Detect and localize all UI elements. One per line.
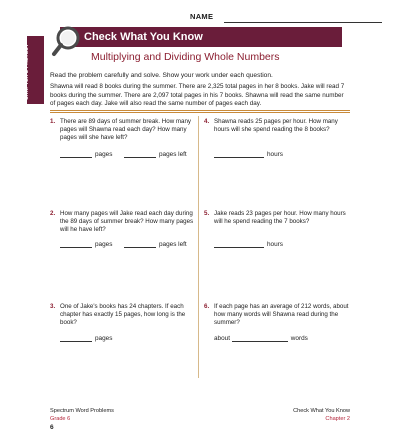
answer-blank[interactable] xyxy=(60,150,92,158)
page-number: 6 xyxy=(50,424,54,431)
answer-unit: words xyxy=(290,335,308,342)
question-number: 3. xyxy=(50,303,56,310)
question-text: One of Jake's books has 24 chapters. If each chapter has exactly 15 pages, how long is the book? xyxy=(60,303,186,326)
question-3 xyxy=(50,303,200,327)
question-number: 4. xyxy=(204,118,210,125)
answer-prefix: about xyxy=(214,335,230,342)
footer-left xyxy=(50,408,114,423)
name-line xyxy=(224,22,382,23)
section-subtitle: Multiplying and Dividing Whole Numbers xyxy=(91,51,280,63)
book-title: Spectrum Word Problems xyxy=(50,408,114,414)
question-number: 6. xyxy=(204,303,210,310)
question-6 xyxy=(204,303,354,327)
question-text: Jake reads 23 pages per hour. How many hours will he spend reading the 7 books? xyxy=(214,210,346,225)
chapter-label: Chapter 2 xyxy=(325,415,350,422)
answer-line-5 xyxy=(214,240,283,248)
answer-blank[interactable] xyxy=(124,150,156,158)
answer-blank[interactable] xyxy=(214,240,264,248)
answer-blank[interactable] xyxy=(60,334,92,342)
footer-right xyxy=(293,408,350,423)
answer-unit: hours xyxy=(267,151,283,158)
answer-unit: pages xyxy=(95,241,113,248)
grade-label: Grade 6 xyxy=(50,415,71,422)
column-divider xyxy=(198,116,199,378)
question-4 xyxy=(204,118,354,134)
name-label: NAME xyxy=(190,12,214,21)
rule xyxy=(50,112,350,113)
answer-unit: pages left xyxy=(158,151,187,158)
rule xyxy=(50,110,350,111)
answer-unit: pages xyxy=(95,151,113,158)
question-1 xyxy=(50,118,200,142)
answer-line-3 xyxy=(60,334,112,342)
question-number: 1. xyxy=(50,118,56,125)
answer-unit: pages left xyxy=(158,241,187,248)
question-text: If each page has an average of 212 words, about how many words will Shawna read during the summer? xyxy=(214,303,349,326)
question-text: How many pages will Jake read each day during the 89 days of summer break? How many pages will he have left? xyxy=(60,210,194,233)
answer-blank[interactable] xyxy=(214,150,264,158)
question-5 xyxy=(204,210,354,226)
problem-intro: Shawna will read 8 books during the summer. There are 2,325 total pages in her 8 books. Jake will read 7 books during the summer. There are 2,097 total pages in his 7 books. Shawna will read the same number of pages each day. Jake will also read the same number of pages each day. xyxy=(50,83,345,108)
answer-line-6 xyxy=(214,334,308,342)
answer-blank[interactable] xyxy=(124,240,156,248)
answer-blank[interactable] xyxy=(60,240,92,248)
banner-title: Check What You Know xyxy=(84,31,203,43)
instructions: Read the problem carefully and solve. Show your work under each question. xyxy=(50,72,273,79)
question-number: 5. xyxy=(204,210,210,217)
side-tab-label: CHAPTER 2 PRETEST xyxy=(24,43,30,100)
question-number: 2. xyxy=(50,210,56,217)
answer-blank[interactable] xyxy=(232,334,288,342)
answer-line-4 xyxy=(214,150,283,158)
answer-unit: hours xyxy=(267,241,283,248)
section-name: Check What You Know xyxy=(293,408,350,414)
question-2 xyxy=(50,210,200,234)
answer-line-2 xyxy=(60,240,187,248)
answer-unit: pages xyxy=(95,335,113,342)
name-field xyxy=(190,12,390,26)
question-text: Shawna reads 25 pages per hour. How many hours will she spend reading the 8 books? xyxy=(214,118,338,133)
question-text: There are 89 days of summer break. How many pages will Shawna read each day? How many pages will she have left? xyxy=(60,118,192,141)
answer-line-1 xyxy=(60,150,187,158)
